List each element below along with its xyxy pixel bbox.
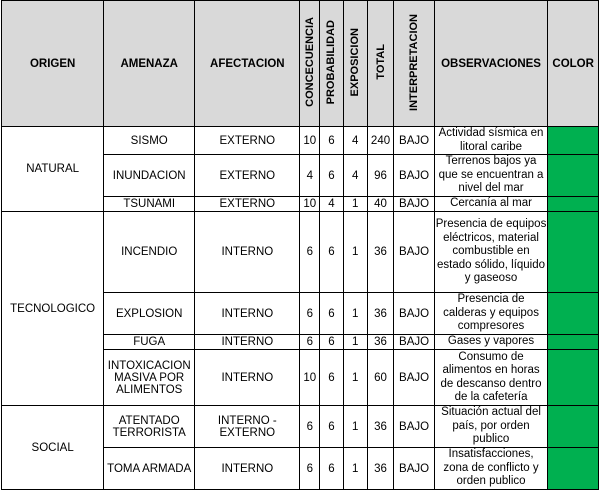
- header-total: [367, 1, 394, 127]
- cell-amenaza: ATENTADO TERRORISTA: [104, 406, 195, 448]
- cell-afectacion: EXTERNO: [195, 127, 300, 155]
- cell-exposicion: 1: [343, 197, 367, 212]
- origin-natural: NATURAL: [2, 127, 104, 212]
- cell-interpretacion: BAJO: [394, 127, 434, 155]
- cell-observaciones: Cercanía al mar: [434, 197, 548, 212]
- cell-probabilidad: 6: [320, 448, 344, 490]
- cell-amenaza: SISMO: [104, 127, 195, 155]
- cell-color: [548, 155, 599, 197]
- cell-afectacion: INTERNO - EXTERNO: [195, 406, 300, 448]
- cell-total: 36: [367, 406, 394, 448]
- cell-total: 36: [367, 448, 394, 490]
- cell-amenaza: INUNDACION: [104, 155, 195, 197]
- cell-observaciones: Gases y vapores: [434, 335, 548, 350]
- cell-interpretacion: BAJO: [394, 335, 434, 350]
- cell-exposicion: 1: [343, 406, 367, 448]
- cell-consecuencia: 4: [300, 155, 320, 197]
- cell-consecuencia: 6: [300, 406, 320, 448]
- cell-interpretacion: BAJO: [394, 448, 434, 490]
- cell-afectacion: INTERNO: [195, 448, 300, 490]
- header-afectacion: AFECTACION: [195, 1, 300, 127]
- cell-afectacion: INTERNO: [195, 350, 300, 406]
- cell-interpretacion: BAJO: [394, 293, 434, 335]
- cell-afectacion: INTERNO: [195, 212, 300, 293]
- cell-total: 96: [367, 155, 394, 197]
- cell-exposicion: 1: [343, 448, 367, 490]
- cell-consecuencia: 10: [300, 127, 320, 155]
- header-interpretacion-label: INTERPRETACION: [408, 13, 421, 111]
- risk-table: [1, 0, 599, 490]
- cell-total: 36: [367, 293, 394, 335]
- cell-observaciones: Actividad sísmica en litoral caribe: [434, 127, 548, 155]
- cell-exposicion: 4: [343, 127, 367, 155]
- cell-exposicion: 4: [343, 155, 367, 197]
- cell-total: 40: [367, 197, 394, 212]
- header-origen: ORIGEN: [2, 1, 104, 127]
- cell-exposicion: 1: [343, 293, 367, 335]
- cell-consecuencia: 10: [300, 350, 320, 406]
- cell-amenaza: TOMA ARMADA: [104, 448, 195, 490]
- header-color: COLOR: [548, 1, 599, 127]
- cell-exposicion: 1: [343, 212, 367, 293]
- cell-interpretacion: BAJO: [394, 350, 434, 406]
- cell-interpretacion: BAJO: [394, 197, 434, 212]
- cell-color: [548, 293, 599, 335]
- header-amenaza: AMENAZA: [104, 1, 195, 127]
- cell-probabilidad: 6: [320, 293, 344, 335]
- cell-probabilidad: 6: [320, 406, 344, 448]
- cell-probabilidad: 6: [320, 212, 344, 293]
- cell-total: 60: [367, 350, 394, 406]
- cell-interpretacion: BAJO: [394, 155, 434, 197]
- cell-probabilidad: 4: [320, 197, 344, 212]
- cell-observaciones: Situación actual del país, por orden publico: [434, 406, 548, 448]
- cell-color: [548, 212, 599, 293]
- cell-probabilidad: 6: [320, 350, 344, 406]
- table-row: [2, 127, 599, 155]
- cell-consecuencia: 6: [300, 448, 320, 490]
- header-exposicion-label: EXPOSICION: [349, 27, 362, 97]
- cell-amenaza: FUGA: [104, 335, 195, 350]
- origin-tecnologico: TECNOLOGICO: [2, 212, 104, 406]
- header-probabilidad: [320, 1, 344, 127]
- cell-amenaza: EXPLOSION: [104, 293, 195, 335]
- cell-probabilidad: 6: [320, 127, 344, 155]
- cell-afectacion: EXTERNO: [195, 155, 300, 197]
- table-row: [2, 406, 599, 448]
- header-row: [2, 1, 599, 127]
- cell-consecuencia: 6: [300, 335, 320, 350]
- cell-afectacion: INTERNO: [195, 293, 300, 335]
- cell-amenaza: INTOXICACION MASIVA POR ALIMENTOS: [104, 350, 195, 406]
- cell-consecuencia: 6: [300, 293, 320, 335]
- cell-observaciones: Terrenos bajos ya que se encuentran a nivel del mar: [434, 155, 548, 197]
- cell-exposicion: 1: [343, 335, 367, 350]
- cell-color: [548, 197, 599, 212]
- cell-total: 240: [367, 127, 394, 155]
- origin-social: SOCIAL: [2, 406, 104, 490]
- cell-color: [548, 406, 599, 448]
- header-consecuencia: [300, 1, 320, 127]
- cell-total: 36: [367, 212, 394, 293]
- cell-interpretacion: BAJO: [394, 406, 434, 448]
- cell-color: [548, 448, 599, 490]
- cell-consecuencia: 10: [300, 197, 320, 212]
- cell-total: 36: [367, 335, 394, 350]
- cell-interpretacion: BAJO: [394, 212, 434, 293]
- cell-amenaza: TSUNAMI: [104, 197, 195, 212]
- cell-probabilidad: 6: [320, 335, 344, 350]
- cell-color: [548, 335, 599, 350]
- header-total-label: TOTAL: [374, 44, 387, 80]
- cell-observaciones: Insatisfacciones, zona de conflicto y orden publico: [434, 448, 548, 490]
- header-observaciones: OBSERVACIONES: [434, 1, 548, 127]
- cell-probabilidad: 6: [320, 155, 344, 197]
- cell-observaciones: Presencia de calderas y equipos compresores: [434, 293, 548, 335]
- cell-observaciones: Consumo de alimentos en horas de descanso dentro de la cafetería: [434, 350, 548, 406]
- cell-afectacion: EXTERNO: [195, 197, 300, 212]
- cell-afectacion: INTERNO: [195, 335, 300, 350]
- cell-color: [548, 127, 599, 155]
- header-consecuencia-label: CONCECUENCIA: [303, 17, 316, 107]
- header-exposicion: [343, 1, 367, 127]
- cell-consecuencia: 6: [300, 212, 320, 293]
- cell-color: [548, 350, 599, 406]
- cell-observaciones: Presencia de equipos eléctricos, material combustible en estado sólido, líquido y gaseoso: [434, 212, 548, 293]
- cell-amenaza: INCENDIO: [104, 212, 195, 293]
- header-interpretacion: [394, 1, 434, 127]
- header-probabilidad-label: PROBABILIDAD: [325, 19, 338, 105]
- table-row: [2, 212, 599, 293]
- cell-exposicion: 1: [343, 350, 367, 406]
